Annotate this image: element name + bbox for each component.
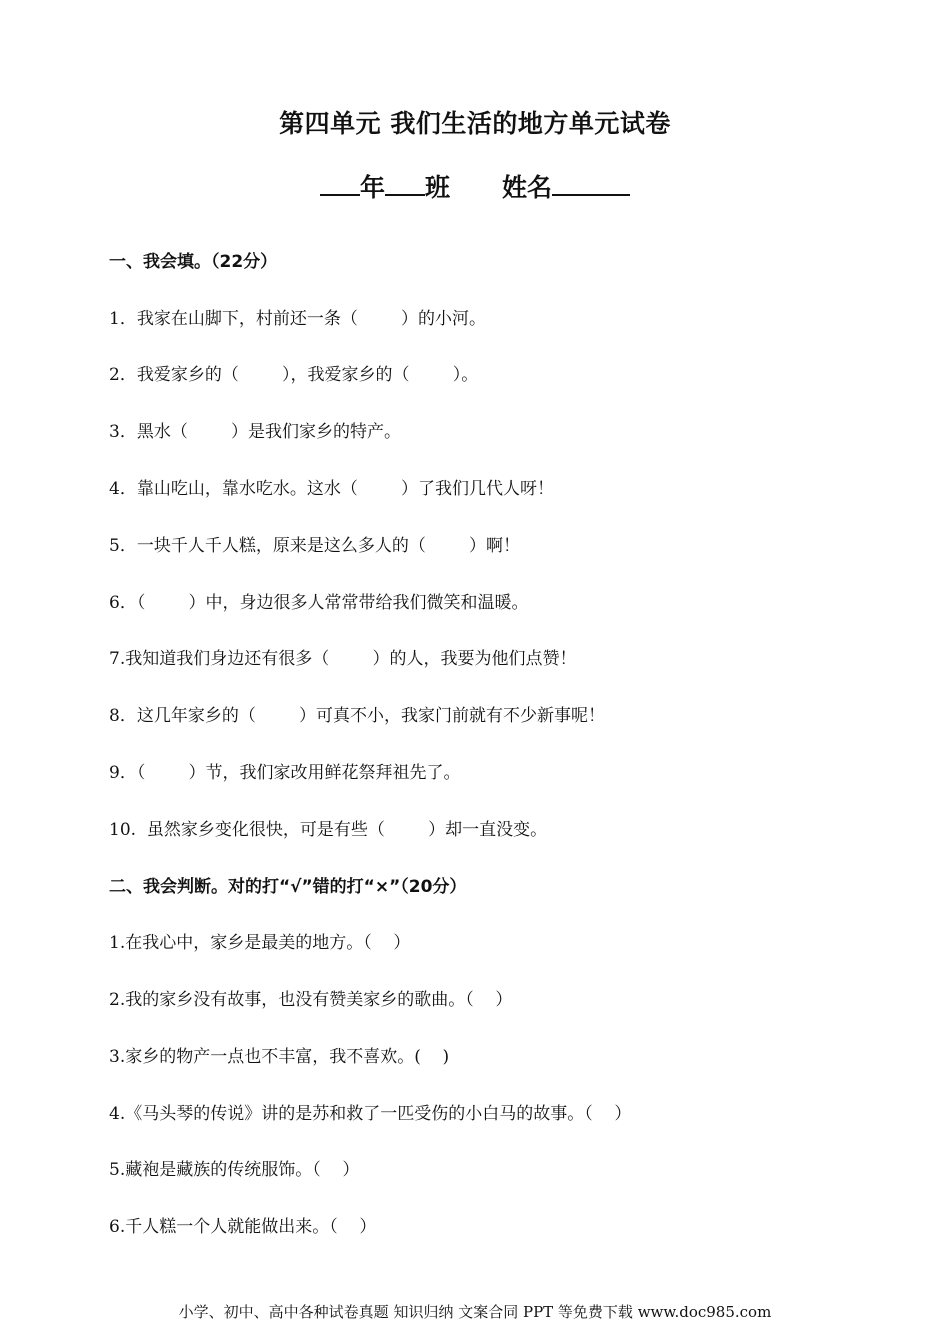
fill-in-question-10: 10. 虽然家乡变化很快，可是有些（ ）却一直没变。: [109, 820, 548, 840]
fill-in-question-6: 6．（ ）中，身边很多人常常带给我们微笑和温暖。: [109, 593, 529, 613]
name-blank[interactable]: [552, 172, 630, 196]
judge-question-4: 4.《马头琴的传说》讲的是苏和救了一匹受伤的小白马的故事。（ ）: [109, 1104, 632, 1124]
fill-in-question-2: 2．我爱家乡的（ ），我爱家乡的（ ）。: [109, 365, 479, 385]
year-label: 年: [359, 173, 385, 202]
fill-in-question-9: 9．（ ）节，我们家改用鲜花祭拜祖先了。: [109, 763, 461, 783]
year-blank[interactable]: [320, 172, 360, 196]
fill-in-question-1: 1．我家在山脚下，村前还一条（ ）的小河。: [109, 309, 487, 329]
judge-question-6: 6.千人糕一个人就能做出来。（ ）: [109, 1217, 377, 1237]
section-heading-true-false: 二、我会判断。对的打“√”错的打“×”（20分）: [109, 877, 467, 897]
page-title: 第四单元 我们生活的地方单元试卷: [279, 109, 671, 138]
judge-question-2: 2.我的家乡没有故事，也没有赞美家乡的歌曲。（ ）: [109, 990, 513, 1010]
fill-in-question-4: 4．靠山吃山，靠水吃水。这水（ ）了我们几代人呀！: [109, 479, 555, 499]
judge-question-1: 1.在我心中，家乡是最美的地方。（ ）: [109, 933, 411, 953]
judge-question-5: 5.藏袍是藏族的传统服饰。（ ）: [109, 1160, 360, 1180]
name-label: 姓名: [502, 173, 553, 202]
student-info-line: [0, 168, 950, 204]
class-blank[interactable]: [385, 172, 425, 196]
fill-in-question-5: 5．一块千人千人糕，原来是这么多人的（ ）啊！: [109, 536, 521, 556]
fill-in-question-7: 7.我知道我们身边还有很多（ ）的人，我要为他们点赞！: [109, 649, 577, 669]
class-label: 班: [424, 173, 450, 202]
judge-question-3: 3.家乡的物产一点也不丰富，我不喜欢。( ): [109, 1047, 450, 1067]
section-heading-fill-in: 一、我会填。（22分）: [109, 252, 278, 272]
page-footer: 小学、初中、高中各种试卷真题 知识归纳 文案合同 PPT 等免费下载 www.doc985.com: [178, 1303, 772, 1321]
fill-in-question-8: 8．这几年家乡的（ ）可真不小，我家门前就有不少新事呢！: [109, 706, 606, 726]
fill-in-question-3: 3．黑水（ ）是我们家乡的特产。: [109, 422, 402, 442]
